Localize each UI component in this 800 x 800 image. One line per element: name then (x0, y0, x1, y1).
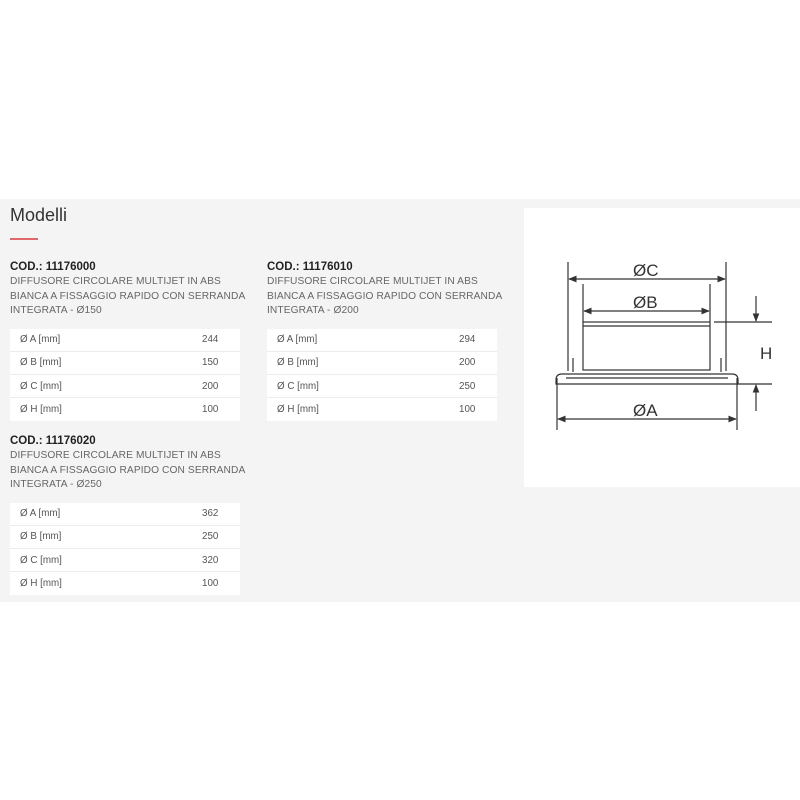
diffuser-drawing (524, 208, 800, 487)
specs-table (10, 329, 240, 421)
spec-label: Ø C [mm] (267, 375, 459, 398)
spec-label: Ø C [mm] (10, 375, 202, 398)
diffuser-body (583, 322, 710, 370)
spec-value: 250 (202, 525, 240, 548)
table-row (10, 503, 240, 526)
spec-value: 244 (202, 329, 240, 352)
spec-value: 100 (459, 404, 476, 416)
spec-value: 320 (202, 549, 240, 572)
spec-value: 150 (202, 351, 240, 374)
table-row (267, 351, 497, 374)
table-row (10, 398, 240, 421)
table-row (10, 525, 240, 548)
spec-value: 100 (202, 404, 219, 416)
label-a: ØA (633, 401, 658, 420)
model-code: COD.: 11176010 (267, 261, 353, 273)
label-b: ØB (633, 293, 658, 312)
spec-value: 200 (202, 375, 240, 398)
spec-label: Ø A [mm] (10, 329, 202, 352)
specs-table (10, 503, 240, 595)
table-row (267, 329, 497, 352)
model-code: COD.: 11176020 (10, 435, 96, 447)
specs-table (267, 329, 497, 421)
spec-value: 362 (202, 503, 240, 526)
table-row (10, 549, 240, 572)
spec-label: Ø A [mm] (267, 329, 459, 352)
model-card (10, 434, 250, 595)
section-title: Modelli (10, 205, 68, 225)
spec-label: Ø B [mm] (267, 351, 459, 374)
table-row (10, 375, 240, 398)
model-description: DIFFUSORE CIRCOLARE MULTIJET IN ABS BIANCA A FISSAGGIO RAPIDO CON SERRANDA INTEGRATA - Ø150 (10, 276, 245, 316)
spec-label: Ø H [mm] (20, 404, 62, 416)
spec-label: Ø H [mm] (277, 404, 319, 416)
model-description: DIFFUSORE CIRCOLARE MULTIJET IN ABS BIANCA A FISSAGGIO RAPIDO CON SERRANDA INTEGRATA - Ø200 (267, 276, 502, 316)
model-card (267, 260, 507, 421)
model-code: COD.: 11176000 (10, 261, 96, 273)
table-row (10, 572, 240, 595)
model-card (10, 260, 250, 421)
spec-value: 294 (459, 329, 497, 352)
spec-value: 250 (459, 375, 497, 398)
table-row (267, 375, 497, 398)
label-c: ØC (633, 261, 659, 280)
spec-label: Ø C [mm] (10, 549, 202, 572)
title-accent-line (10, 238, 38, 240)
spec-label: Ø A [mm] (10, 503, 202, 526)
spec-label: Ø B [mm] (10, 525, 202, 548)
table-row (10, 329, 240, 352)
dimension-diagram (524, 208, 800, 487)
spec-value: 100 (202, 578, 219, 590)
spec-value: 200 (459, 351, 497, 374)
label-h: H (760, 344, 773, 363)
model-description: DIFFUSORE CIRCOLARE MULTIJET IN ABS BIANCA A FISSAGGIO RAPIDO CON SERRANDA INTEGRATA - Ø250 (10, 450, 245, 490)
table-row (267, 398, 497, 421)
diffuser-flange (556, 374, 738, 384)
spec-label: Ø H [mm] (20, 578, 62, 590)
table-row (10, 351, 240, 374)
spec-label: Ø B [mm] (10, 351, 202, 374)
